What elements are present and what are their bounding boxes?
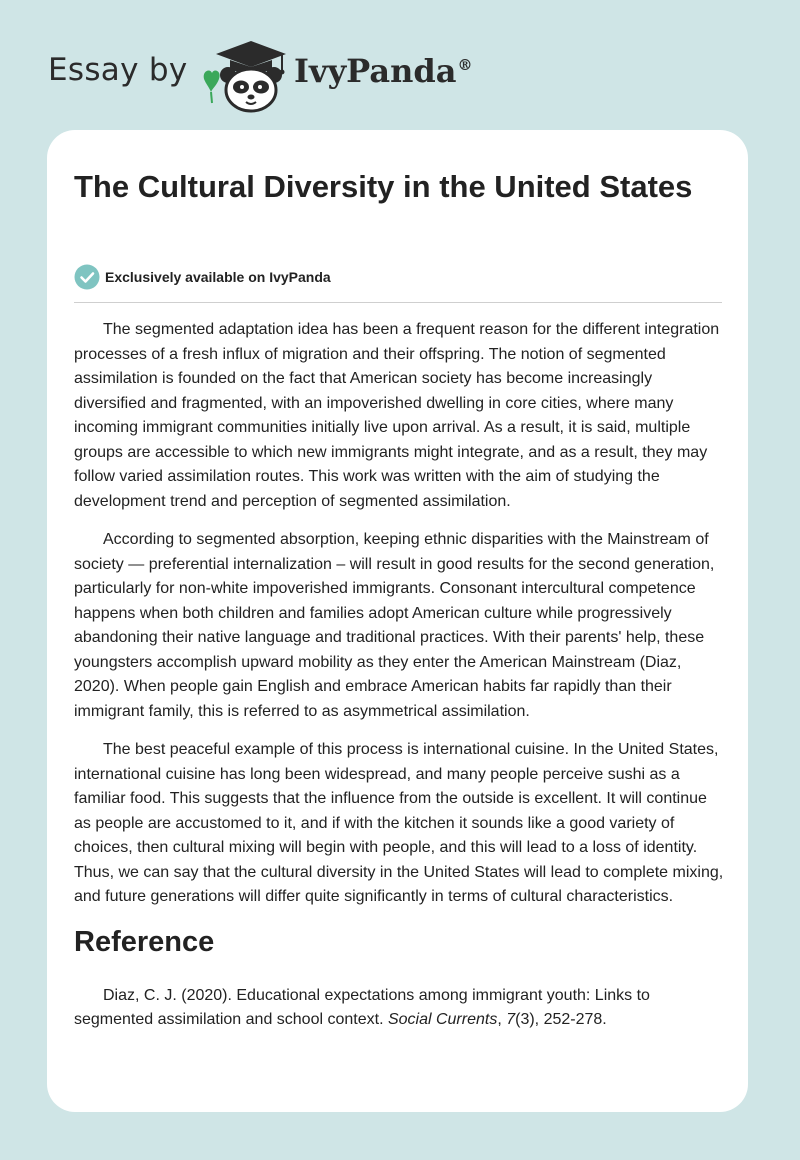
badge-text: Exclusively available on IvyPanda bbox=[105, 269, 331, 285]
brand-prefix: Essay by bbox=[48, 52, 188, 88]
divider bbox=[74, 302, 722, 303]
essay-body bbox=[74, 318, 725, 1033]
essay-card bbox=[47, 130, 748, 1112]
brand-name[interactable]: IvyPanda® bbox=[294, 52, 473, 90]
registered-mark: ® bbox=[457, 56, 473, 75]
ivy-leaf-icon bbox=[204, 71, 220, 103]
reference-entry: Diaz, C. J. (2020). Educational expectations among immigrant youth: Links to segmented assimilation and school context. Social Currents, 7(3), 252-278. bbox=[74, 986, 650, 1028]
journal-title: Social Currents bbox=[387, 1011, 498, 1028]
reference-heading: Reference bbox=[74, 925, 215, 958]
panda-graduate-icon[interactable] bbox=[200, 35, 292, 113]
exclusive-badge bbox=[74, 264, 331, 290]
paragraph: According to segmented absorption, keeping ethnic disparities with the Mainstream of society — preferential internalization – will result in good results for the second generation, particularly for non-white impoverished immigrants. Consonant intercultural competence happens when both children and families adopt American culture while progressively abandoning their native language and traditional practices. With their parents' help, these youngsters accomplish upward mobility as they enter the American Mainstream (Diaz, 2020). When people gain English and embrace American habits far rapidly than their immigrant family, this is referred to as asymmetrical assimilation. bbox=[74, 531, 715, 720]
journal-volume: 7 bbox=[506, 1011, 516, 1028]
paragraph: The segmented adaptation idea has been a frequent reason for the different integration processes of a fresh influx of migration and their offspring. The notion of segmented assimilation is founded on the fact that American society has become increasingly diversified and fragmented, with an impoverished dwelling in core cities, where many incoming immigrant communities initially live upon arrival. As a result, it is said, multiple groups are accessible to which new immigrants might integrate, and as a result, they may follow varied assimilation routes. This work was written with the aim of studying the development trend and perception of segmented assimilation. bbox=[74, 321, 720, 510]
paragraph: The best peaceful example of this process is international cuisine. In the United States, international cuisine has long been widespread, and many people perceive sushi as a familiar food. This suggests that the influence from the outside is excellent. It will continue as people are accustomed to it, and if with the kitchen it sounds like a good variety of choices, then cultural mixing will begin with people, and this will lead to a loss of identity. Thus, we can say that the cultural diversity in the United States will lead to complete mixing, and future generations will differ quite significantly in terms of cultural characteristics. bbox=[74, 741, 724, 905]
check-circle-icon bbox=[74, 264, 100, 290]
essay-title: The Cultural Diversity in the United States bbox=[74, 169, 693, 204]
site-header bbox=[0, 0, 800, 125]
